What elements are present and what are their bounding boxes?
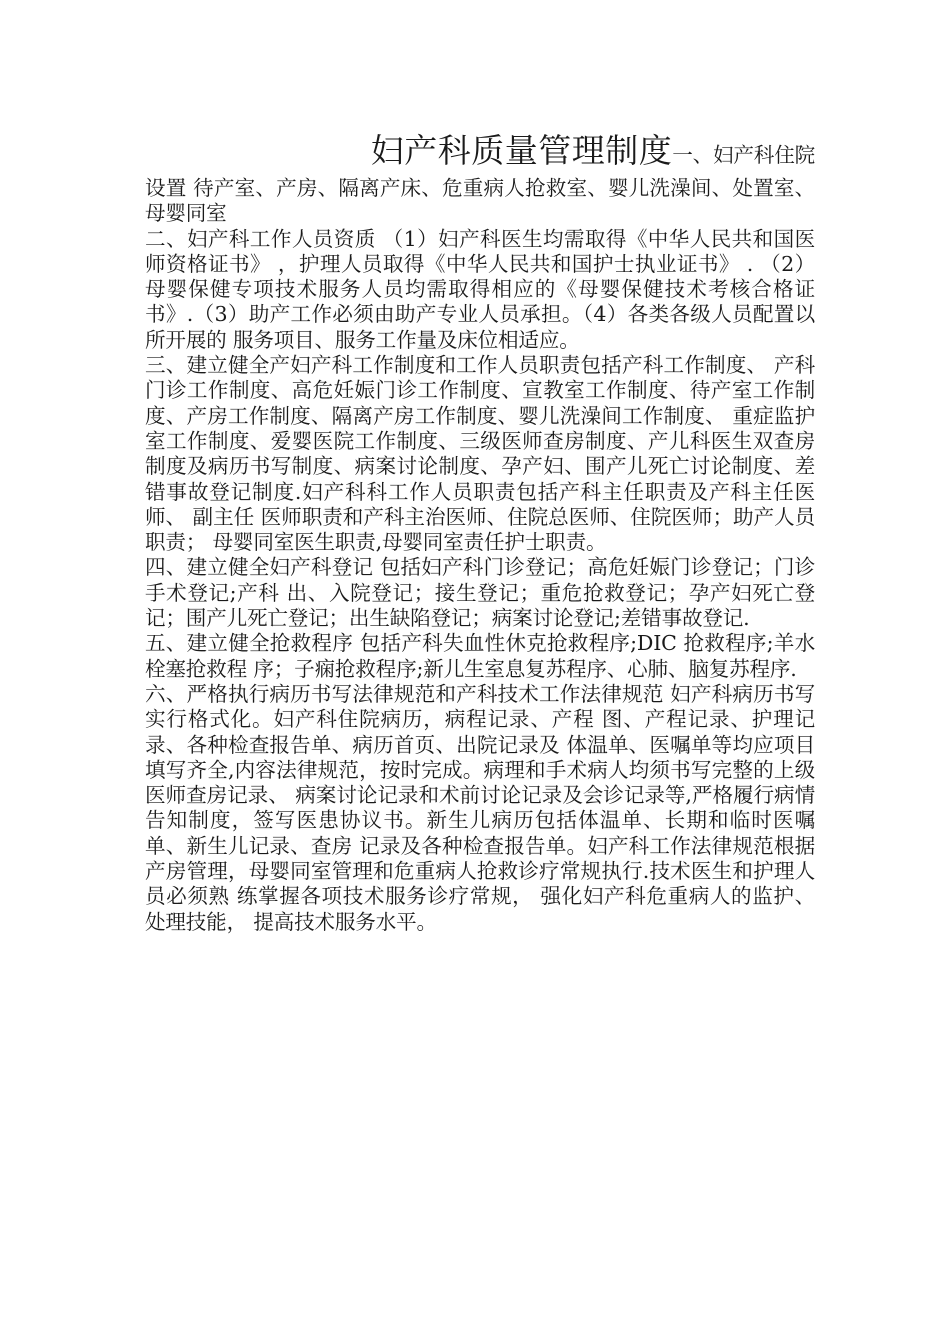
document-title: 妇产科质量管理制度 [370,131,673,170]
paragraph-section-5: 五、建立健全抢救程序 包括产科失血性休克抢救程序;DIC 抢救程序;羊水栓塞抢救程 序；子痫抢救程序;新儿生室息复苏程序、心肺、脑复苏程序. [145,631,815,681]
paragraph-section-1: 设置 待产室、产房、隔离产床、危重病人抢救室、婴儿洗澡间、处置室、母婴同室 [145,176,815,226]
paragraph-section-2: 二、妇产科工作人员资质 （1）妇产科医生均需取得《中华人民共和国医师资格证书》 ，护理人员取得《中华人民共和国护士执业证书》 . （2）母婴保健专项技术服务人员均需取得相应的《母婴保健技术考核合格证书》.（3）助产工作必须由助产专业人员承担。（4）各类各级人员配置以所开展的 服务项目、服务工作量及床位相适应。 [145,226,815,352]
document-body [145,126,815,935]
title-line [145,126,815,176]
paragraph-section-6: 六、严格执行病历书写法律规范和产科技术工作法律规范 妇产科病历书写实行格式化。妇产科住院病历，病程记录、产程 图、产程记录、护理记录、各种检查报告单、病历首页、出院记录及 体温单、医嘱单等均应项目填写齐全,内容法律规范，按时完成。病理和手术病人均须书写完整的上级医师查房记录、 病案讨论记录和术前讨论记录及会诊记录等,严格履行病情告知制度，签写医患协议书。新生儿病历包括体温单、长期和临时医嘱单、新生儿记录、查房 记录及各种检查报告单。妇产科工作法律规范根据产房管理，母婴同室管理和危重病人抢救诊疗常规执行.技术医生和护理人员必须熟 练掌握各项技术服务诊疗常规， 强化妇产科危重病人的监护、 处理技能， 提高技术服务水平。 [145,681,815,934]
paragraph-section-4: 四、建立健全妇产科登记 包括妇产科门诊登记；高危妊娠门诊登记；门诊手术登记;产科 出、入院登记；接生登记；重危抢救登记；孕产妇死亡登记；围产儿死亡登记；出生缺陷登记；病案讨论登记;差错事故登记. [145,555,815,631]
paragraph-section-3: 三、建立健全产妇产科工作制度和工作人员职责包括产科工作制度、 产科门诊工作制度、高危妊娠门诊工作制度、宣教室工作制度、待产室工作制度、产房工作制度、隔离产房工作制度、婴儿洗澡间工作制度、 重症监护室工作制度、爱婴医院工作制度、三级医师查房制度、产儿科医生双查房制度及病历书写制度、病案讨论制度、孕产妇、围产儿死亡讨论制度、差错事故登记制度.妇产科科工作人员职责包括产科主任职责及产科主任医师、 副主任 医师职责和产科主治医师、住院总医师、住院医师；助产人员职责； 母婴同室医生职责,母婴同室责任护士职责。 [145,353,815,555]
section-1-heading-start: 一、妇产科住院 [672,143,815,167]
